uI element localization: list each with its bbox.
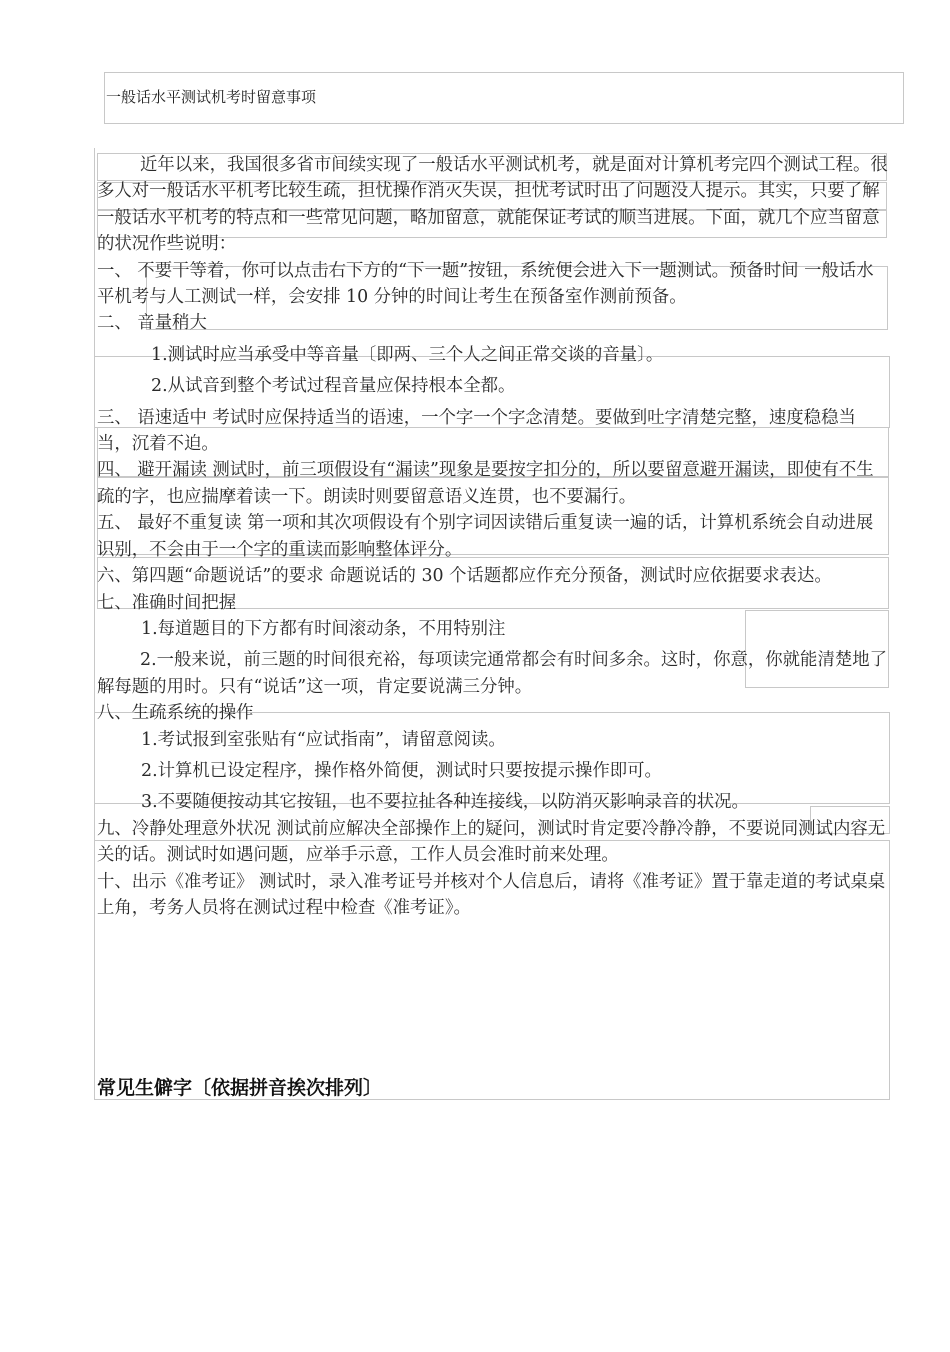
section-6: 六、第四题“命题说话”的要求 命题说话的 30 个话题都应作充分预备，测试时应依据要求表达。 <box>97 566 832 587</box>
section-8-heading: 八、生疏系统的操作 <box>97 703 254 724</box>
section-10: 十、出示《准考证》 测试时，录入准考证号并核对个人信息后，请将《准考证》置于靠走道的考试桌桌上角，考务人员将在测试过程中检查《准考证》。 <box>97 871 886 918</box>
section-7-item-2: 2.一般来说，前三题的时间很充裕，每项读完通常都会有时间多余。这时，你意，你就能清楚地了解每题的用时。只有“说话”这一项，肯定要说满三分钟。 <box>97 650 888 697</box>
section-8-item-2: 2.计算机已设定程序，操作格外简便，测试时只要按提示操作即可。 <box>141 760 662 781</box>
section-9: 九、冷静处理意外状况 测试前应解决全部操作上的疑问，测试时肯定要冷静冷静，不要说同测试内容无关的话。测试时如遇问题，应举手示意，工作人员会准时前来处理。 <box>97 818 886 866</box>
section-7-heading: 七、准确时间把握 <box>97 592 237 613</box>
section-1: 一、 不要干等着，你可以点击右下方的“下一题”按钮，系统便会进入下一题测试。预备时间 一般话水平机考与人工测试一样，会安排 10 分钟的时间让考生在预备室作测前预备。 <box>97 260 874 308</box>
uncommon-characters-heading: 常见生僻字〔依据拼音挨次排列〕 <box>97 1077 383 1099</box>
section-8-item-1: 1.考试报到室张贴有“应试指南”，请留意阅读。 <box>141 729 506 750</box>
section-2-item-2: 2.从试音到整个考试过程音量应保持根本全都。 <box>151 376 516 397</box>
intro-paragraph: 近年以来，我国很多省市间续实现了一般话水平测试机考，就是面对计算机考完四个测试工程。很多人对一般话水平机考比较生疏，担忧操作消灭失误，担忧考试时出了问题没人提示。其实，只要了解一般话水平机考的特点和一些常见问题，略加留意，就能保证考试的顺当进展。下面，就几个应当留意的状况作些说明： <box>97 155 888 255</box>
document-title: 一般话水平测试机考时留意事项 <box>106 88 317 106</box>
section-2-heading: 二、 音量稍大 <box>97 313 207 334</box>
section-4: 四、 避开漏读 测试时，前三项假设有“漏读”现象是要按字扣分的，所以要留意避开漏读，即使有不生疏的字，也应揣摩着读一下。朗读时则要留意语义连贯，也不要漏行。 <box>97 460 874 507</box>
document-body <box>97 152 889 921</box>
section-7-item-1: 1.每道题目的下方都有时间滚动条，不用特别注 <box>141 618 506 639</box>
frame-body-left <box>94 148 95 1098</box>
section-8-item-3: 3.不要随便按动其它按钮，也不要拉扯各种连接线，以防消灭影响录音的状况。 <box>141 792 749 813</box>
section-2-item-1: 1.测试时应当承受中等音量〔即两、三个人之间正常交谈的音量〕。 <box>151 344 664 365</box>
section-3: 三、 语速适中 考试时应保持适当的语速，一个字一个字念清楚。要做到吐字清楚完整，速度稳稳当当，沉着不迫。 <box>97 407 856 455</box>
section-5: 五、 最好不重复读 第一项和其次项假设有个别字词因读错后重复读一遍的话，计算机系统会自动进展识别，不会由于一个字的重读而影响整体评分。 <box>97 513 874 560</box>
